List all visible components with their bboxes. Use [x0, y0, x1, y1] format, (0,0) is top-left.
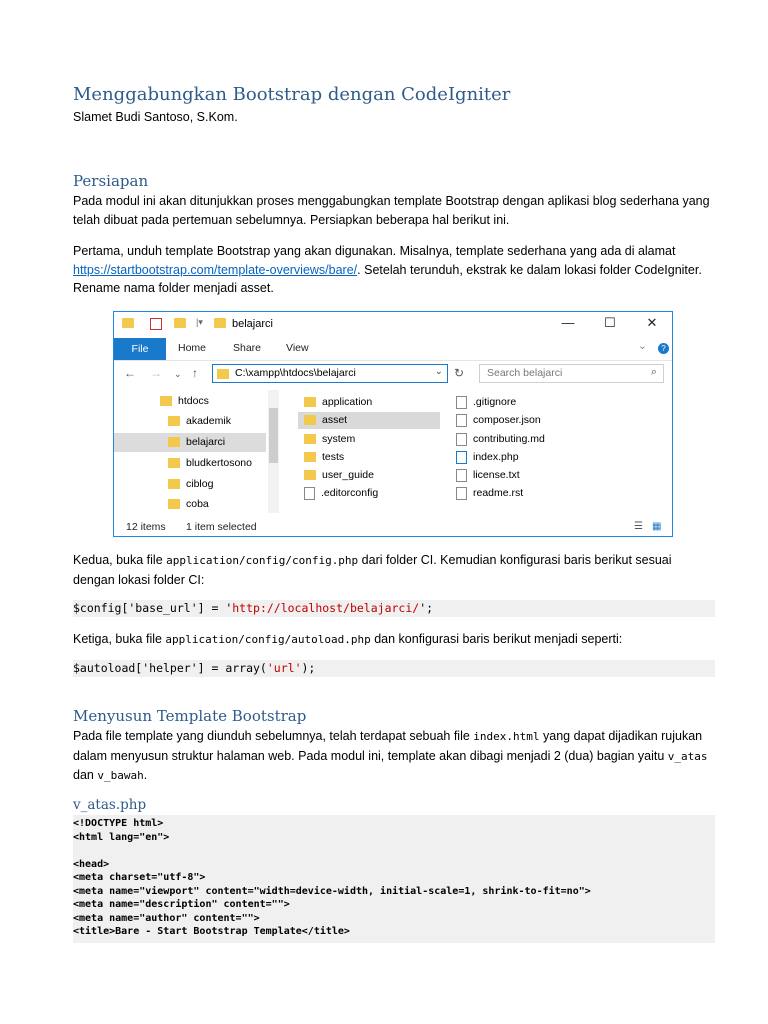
code-block-v-atas — [73, 815, 715, 943]
file-item-tests[interactable] — [304, 449, 344, 466]
file-label: asset — [322, 414, 348, 426]
nav-label: coba — [186, 498, 209, 510]
file-label: index.php — [473, 451, 519, 463]
template-text-b: yang dapat dijadikan rujukan dalam menyusun struktur halaman web. Pada modul ini, template akan dibagi menjadi 2 (dua) bagian yaitu — [73, 729, 703, 763]
help-icon[interactable]: ? — [658, 343, 669, 354]
folder-icon — [304, 434, 316, 444]
minimize-icon[interactable]: — — [561, 315, 575, 330]
status-selected: 1 item selected — [186, 521, 257, 533]
code2-string: 'url' — [266, 661, 302, 675]
code2-a: $autoload['helper'] = array( — [73, 661, 267, 675]
ribbon-expand-icon[interactable]: ⌄ — [638, 340, 647, 352]
quick-access-dropdown-icon[interactable]: |▾ — [196, 317, 203, 327]
folder-icon — [304, 397, 316, 407]
code-block-text: <!DOCTYPE html> <html lang="en"> <head> <meta charset="utf-8"> <meta name="viewport" content="width=device-width, initial-scale=1, shrink-to-fit=no"> <meta name="description" content=""> <meta name="author" content=""> <title>Bare - Start Bootstrap Template</title> — [73, 818, 591, 937]
refresh-icon[interactable]: ↻ — [454, 366, 465, 380]
file-label: composer.json — [473, 414, 541, 426]
nav-label: htdocs — [178, 395, 209, 407]
status-item-count: 12 items — [126, 521, 166, 533]
file-label: license.txt — [473, 469, 520, 481]
search-icon[interactable]: ⌕ — [650, 366, 657, 378]
step3-text-a: Ketiga, buka file — [73, 632, 166, 646]
maximize-icon[interactable]: ☐ — [604, 315, 616, 330]
file-label: contributing.md — [473, 433, 545, 445]
tab-file[interactable]: File — [114, 338, 166, 360]
back-arrow-icon[interactable]: ← — [124, 366, 136, 380]
forward-arrow-icon[interactable]: → — [150, 366, 162, 380]
folder-icon — [304, 470, 316, 480]
folder-icon — [168, 499, 180, 509]
document-title: Menggabungkan Bootstrap dengan CodeIgniter — [73, 84, 511, 105]
up-arrow-icon[interactable]: ↑ — [192, 366, 198, 380]
folder-icon — [168, 458, 180, 468]
file-item-gitignore[interactable] — [456, 394, 516, 411]
folder-icon — [168, 437, 180, 447]
file-item-contributing-md[interactable] — [456, 431, 545, 448]
template-text-a: Pada file template yang diunduh sebelumnya, telah terdapat sebuah file — [73, 729, 474, 743]
nav-label: bludkertosono — [186, 457, 252, 469]
nav-label: akademik — [186, 415, 231, 427]
address-dropdown-icon[interactable]: ⌄ — [434, 366, 443, 377]
address-path: C:\xampp\htdocs\belajarci — [235, 367, 356, 379]
file-item-readme-rst[interactable] — [456, 485, 523, 502]
paragraph-step1 — [73, 242, 715, 298]
code-v-bawah: v_bawah — [97, 769, 144, 782]
file-item-index-php[interactable] — [456, 449, 519, 466]
file-item-license-txt[interactable] — [456, 467, 520, 484]
paragraph-step2 — [73, 551, 715, 589]
nav-item-coba[interactable] — [168, 495, 209, 514]
explorer-window — [113, 311, 673, 537]
tab-view[interactable]: View — [286, 342, 309, 354]
file-item-user-guide[interactable] — [304, 467, 374, 484]
navigation-pane — [114, 390, 282, 515]
ribbon — [114, 338, 672, 361]
nav-label: ciblog — [186, 478, 214, 490]
heading-v-atas: v_atas.php — [73, 797, 147, 813]
checkmark-icon[interactable] — [150, 318, 162, 330]
step1-text-a: Pertama, unduh template Bootstrap yang akan digunakan. Misalnya, template sederhana yang ada di alamat — [73, 244, 676, 258]
file-label: tests — [322, 451, 345, 463]
file-item-application[interactable] — [304, 394, 372, 411]
file-label: user_guide — [322, 469, 374, 481]
scrollbar-thumb[interactable] — [269, 408, 278, 463]
explorer-titlebar — [114, 312, 672, 338]
file-icon — [456, 487, 467, 500]
search-placeholder: Search belajarci — [487, 367, 563, 379]
code2-b: ); — [301, 661, 316, 675]
file-icon — [456, 433, 467, 446]
status-bar — [114, 518, 672, 537]
folder-icon — [122, 318, 134, 328]
nav-item-bludkertosono[interactable] — [168, 454, 252, 473]
nav-item-ciblog[interactable] — [168, 475, 213, 494]
window-title: belajarci — [232, 318, 273, 330]
file-icon — [456, 469, 467, 482]
step1-text-b: . Setelah terunduh, ekstrak ke dalam lokasi folder CodeIgniter. Rename nama folder menjadi asset. — [73, 262, 702, 295]
code1-string: http://localhost/belajarci/ — [232, 601, 420, 615]
nav-label: belajarci — [186, 436, 226, 448]
code1-a: $config['base_url'] = ' — [73, 601, 233, 615]
autoload-path: application/config/autoload.php — [165, 633, 371, 646]
details-view-icon[interactable]: ☰ — [634, 521, 643, 532]
file-label: .gitignore — [473, 396, 517, 408]
file-label: application — [322, 396, 373, 408]
new-folder-icon[interactable] — [174, 318, 186, 328]
code-base-url — [73, 600, 715, 617]
title-folder-icon — [214, 318, 226, 328]
file-icon — [304, 487, 315, 500]
php-file-icon — [456, 451, 467, 464]
file-icon — [456, 414, 467, 427]
nav-item-akademik[interactable] — [168, 412, 231, 431]
code-v-atas: v_atas — [667, 749, 708, 763]
author-line: Slamet Budi Santoso, S.Kom. — [73, 110, 238, 124]
template-text-d: . — [143, 768, 148, 782]
folder-icon — [168, 479, 180, 489]
address-folder-icon — [217, 369, 229, 379]
paragraph-step3 — [73, 630, 715, 650]
heading-menyusun-template: Menyusun Template Bootstrap — [73, 707, 307, 725]
address-row — [114, 360, 672, 390]
search-input[interactable] — [479, 364, 664, 383]
folder-icon — [304, 415, 316, 425]
step2-text-b: dari folder CI. Kemudian konfigurasi baris berikut sesuai dengan lokasi folder CI: — [73, 553, 672, 587]
tab-home[interactable]: Home — [178, 342, 207, 354]
file-label: system — [322, 433, 356, 445]
code-autoload — [73, 660, 715, 677]
folder-icon — [160, 396, 172, 406]
tab-share[interactable]: Share — [233, 342, 262, 354]
file-item-asset[interactable] — [298, 412, 440, 429]
code1-b: '; — [419, 601, 434, 615]
file-icon — [456, 396, 467, 409]
file-item-system[interactable] — [304, 431, 355, 448]
nav-item-belajarci[interactable] — [114, 433, 266, 452]
code-index-html: index.html — [473, 730, 540, 743]
address-bar[interactable] — [212, 364, 448, 383]
recent-dropdown-icon[interactable]: ⌄ — [174, 369, 182, 379]
folder-icon — [168, 416, 180, 426]
file-item-composer-json[interactable] — [456, 412, 541, 429]
config-path: application/config/config.php — [166, 554, 359, 567]
step2-text-a: Kedua, buka file — [73, 553, 167, 567]
step3-text-b: dan konfigurasi baris berikut menjadi seperti: — [370, 632, 623, 646]
paragraph-template — [73, 727, 715, 786]
file-item-editorconfig[interactable] — [304, 485, 378, 502]
file-label: readme.rst — [473, 487, 524, 499]
folder-icon — [304, 452, 316, 462]
paragraph-intro: Pada modul ini akan ditunjukkan proses menggabungkan template Bootstrap dengan aplikasi blog sederhana yang telah dibuat pada pertemuan sebelumnya. Persiapkan beberapa hal berikut ini. — [73, 194, 710, 227]
close-icon[interactable]: ✕ — [646, 315, 658, 330]
nav-item-htdocs[interactable] — [160, 392, 209, 411]
bootstrap-template-link[interactable]: https://startbootstrap.com/template-overviews/bare/ — [73, 262, 358, 277]
large-icons-view-icon[interactable]: ▦ — [652, 521, 662, 532]
file-label: .editorconfig — [321, 487, 379, 499]
nav-scrollbar[interactable] — [268, 390, 279, 513]
template-text-c: dan — [73, 768, 98, 782]
heading-persiapan: Persiapan — [73, 172, 149, 190]
